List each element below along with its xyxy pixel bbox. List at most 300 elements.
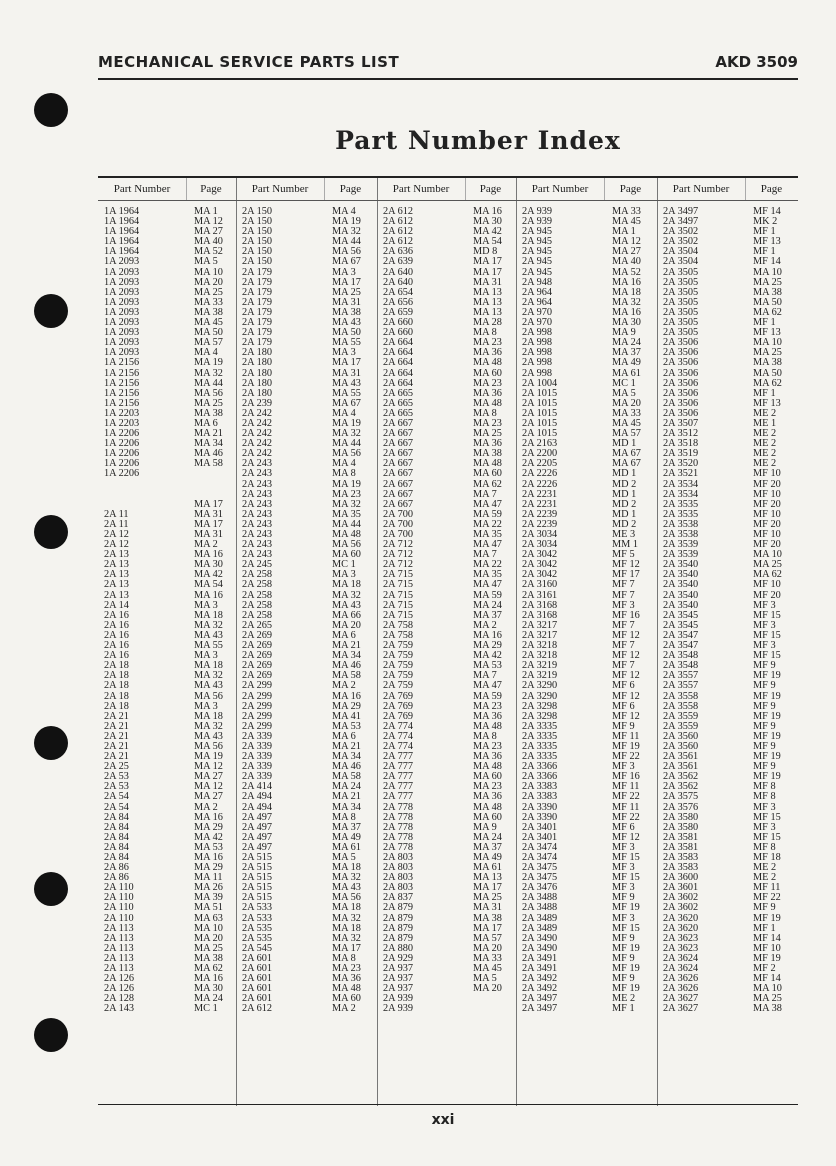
part-number-cell: 2A 667 (383, 498, 414, 510)
part-number-cell: 2A 3034 (522, 529, 558, 540)
part-number-cell: 2A 3623 (663, 942, 699, 954)
part-number-cell: 2A 1015 (522, 417, 558, 429)
part-number-cell: 2A 3042 (522, 549, 558, 561)
part-number-cell: 2A 3561 (663, 761, 699, 773)
part-number-cell: 2A 3401 (522, 821, 558, 833)
page-cell: MA 60 (332, 549, 361, 561)
part-number-cell: 2A 113 (104, 922, 134, 934)
page-cell: MA 38 (753, 1003, 782, 1015)
page-cell: MA 49 (332, 831, 361, 843)
page-cell: MA 44 (332, 518, 361, 530)
part-number-cell: 2A 3492 (522, 973, 558, 985)
binder-hole-6 (34, 1018, 68, 1052)
page-cell: MA 20 (194, 932, 223, 944)
part-number-cell: 2A 3502 (663, 236, 699, 248)
page-cell: MF 9 (612, 720, 635, 732)
page-cell: MA 66 (332, 609, 361, 621)
part-number-cell: 1A 2093 (104, 317, 140, 329)
page-cell: ME 2 (753, 872, 777, 884)
part-number-cell: 2A 998 (522, 337, 553, 349)
page-cell: MF 3 (753, 599, 776, 611)
page-cell: MA 47 (473, 498, 502, 510)
page-cell: MA 13 (473, 872, 502, 884)
part-number-cell: 1A 2093 (104, 306, 140, 318)
part-number-cell: 2A 664 (383, 347, 414, 359)
part-number-cell: 2A 515 (242, 892, 273, 904)
page-cell: MA 6 (332, 629, 356, 641)
part-number-cell: 2A 937 (383, 983, 414, 995)
page-cell: MA 43 (194, 730, 223, 742)
part-number-cell: 2A 126 (104, 973, 135, 985)
page-cell: MA 67 (332, 256, 361, 268)
page-cell: MK 2 (753, 216, 778, 228)
page-cell: MA 31 (332, 296, 361, 308)
part-number-cell: 2A 601 (242, 993, 273, 1005)
part-number-cell: 2A 759 (383, 640, 414, 652)
part-number-cell: 2A 179 (242, 306, 273, 318)
part-number-cell: 2A 243 (242, 508, 273, 520)
part-number-cell: 2A 3539 (663, 549, 699, 561)
part-number-cell: 2A 269 (242, 640, 273, 652)
page-cell: MA 16 (332, 690, 361, 702)
part-number-cell: 2A 497 (242, 811, 273, 823)
part-number-cell: 2A 299 (242, 700, 273, 712)
part-number-cell: 2A 110 (104, 882, 134, 894)
part-number-cell: 2A 3366 (522, 771, 558, 783)
part-number-cell: 2A 3506 (663, 397, 699, 409)
part-number-cell: 2A 1015 (522, 428, 558, 440)
page-cell: MA 29 (194, 862, 223, 874)
part-number-cell: 1A 2206 (104, 468, 140, 480)
page-cell: MA 6 (194, 417, 218, 429)
part-number-cell: 1A 2093 (104, 337, 140, 349)
part-number-cell: 2A 180 (242, 377, 273, 389)
page-cell: MA 23 (473, 377, 502, 389)
page-cell: MA 8 (332, 952, 356, 964)
page-cell: MA 43 (332, 882, 361, 894)
page-cell: MF 22 (612, 811, 640, 823)
page-cell: MA 48 (473, 357, 502, 369)
part-number-cell: 2A 1015 (522, 387, 558, 399)
page-cell: MD 1 (612, 468, 637, 480)
page-cell: MF 19 (612, 740, 640, 752)
page-cell: MF 9 (612, 932, 635, 944)
part-number-cell: 2A 54 (104, 791, 129, 803)
part-number-column (663, 207, 698, 1015)
part-number-cell: 2A 880 (383, 942, 414, 954)
page-cell: MA 10 (753, 983, 782, 995)
page-cell: MA 55 (194, 640, 223, 652)
page-cell: MA 23 (473, 337, 502, 349)
part-number-cell: 2A 113 (104, 932, 134, 944)
page-cell: MA 55 (332, 337, 361, 349)
part-number-cell: 2A 715 (383, 579, 414, 591)
part-number-cell: 2A 964 (522, 286, 553, 298)
part-number-cell: 2A 3335 (522, 740, 558, 752)
part-number-cell: 2A 494 (242, 791, 273, 803)
part-number-cell: 2A 150 (242, 226, 273, 238)
part-number-cell: 2A 3602 (663, 902, 699, 914)
page-cell: MA 36 (473, 347, 502, 359)
page-column (194, 207, 223, 1015)
part-number-cell: 2A 667 (383, 448, 414, 460)
page-cell: MF 16 (612, 771, 640, 783)
page-cell: MA 47 (473, 539, 502, 551)
part-number-cell: 2A 3520 (663, 458, 699, 470)
page-cell: MA 48 (473, 397, 502, 409)
part-number-cell: 2A 939 (383, 1003, 414, 1015)
page-cell: MF 9 (753, 740, 776, 752)
page-cell: MF 10 (753, 529, 781, 540)
page-cell: MF 19 (753, 952, 781, 964)
part-number-cell: 2A 778 (383, 801, 414, 813)
part-number-cell: 2A 3540 (663, 599, 699, 611)
page-column (753, 207, 782, 1015)
page-cell: MF 22 (612, 791, 640, 803)
page-cell: MA 2 (473, 619, 497, 631)
part-number-cell: 2A 16 (104, 609, 129, 621)
page-cell: MA 12 (612, 236, 641, 248)
page-cell: MA 43 (332, 377, 361, 389)
part-number-cell: 2A 3506 (663, 407, 699, 419)
part-number-cell: 2A 3218 (522, 650, 558, 662)
page-cell: MF 3 (753, 640, 776, 652)
part-number-cell: 2A 758 (383, 619, 414, 631)
page-cell: MA 32 (194, 367, 223, 379)
part-number-cell: 2A 242 (242, 448, 273, 460)
part-number-cell: 2A 242 (242, 417, 273, 429)
part-number-cell: 2A 939 (383, 993, 414, 1005)
page-cell: MA 42 (194, 569, 223, 581)
part-number-cell: 2A 3506 (663, 357, 699, 369)
page-cell: MA 25 (473, 892, 502, 904)
part-number-cell: 2A 515 (242, 862, 273, 874)
page-cell: MA 19 (332, 417, 361, 429)
part-number-cell: 2A 258 (242, 589, 273, 601)
page-cell: MA 10 (753, 549, 782, 561)
page-cell: MF 20 (753, 518, 781, 530)
page-cell: MD 1 (612, 438, 637, 450)
page-cell: MA 45 (194, 317, 223, 329)
page-cell: MA 58 (332, 771, 361, 783)
page-cell: MA 31 (473, 902, 502, 914)
part-number-cell: 2A 113 (104, 952, 134, 964)
page-cell: MF 19 (753, 771, 781, 783)
page-cell: MA 44 (332, 236, 361, 248)
part-number-cell: 2A 700 (383, 508, 414, 520)
part-number-cell: 2A 243 (242, 488, 273, 500)
part-number-cell: 2A 2205 (522, 458, 558, 470)
part-number-cell: 2A 3506 (663, 347, 699, 359)
part-number-cell: 2A 84 (104, 821, 129, 833)
page-cell: MA 30 (473, 216, 502, 228)
page-cell: MA 13 (473, 296, 502, 308)
page-cell: MF 13 (753, 236, 781, 248)
page-cell: MA 29 (473, 640, 502, 652)
part-number-cell: 2A 664 (383, 357, 414, 369)
page-cell (473, 1004, 502, 1014)
page-cell: MF 15 (612, 922, 640, 934)
page-cell: MA 2 (332, 1003, 356, 1015)
page-cell: MA 67 (612, 448, 641, 460)
part-number-cell: 2A 964 (522, 296, 553, 308)
part-number-cell: 2A 3488 (522, 892, 558, 904)
page-cell: MF 14 (753, 932, 781, 944)
page-cell: MA 32 (332, 872, 361, 884)
page-cell: MA 58 (332, 670, 361, 682)
page-cell: MF 17 (612, 569, 640, 581)
part-number-cell: 2A 179 (242, 286, 273, 298)
page-cell: MA 27 (612, 246, 641, 258)
page-cell: MF 13 (753, 327, 781, 339)
part-number-cell: 2A 1004 (522, 377, 558, 389)
page-cell: MA 24 (194, 993, 223, 1005)
page-cell: MA 38 (194, 952, 223, 964)
part-number-cell: 2A 3168 (522, 599, 558, 611)
page-cell: MA 27 (194, 771, 223, 783)
page-cell: MA 55 (332, 387, 361, 399)
part-number-cell: 2A 759 (383, 670, 414, 682)
part-number-cell: 2A 179 (242, 337, 273, 349)
part-number-cell: 2A 3504 (663, 246, 699, 258)
part-number-cell: 2A 3476 (522, 882, 558, 894)
page-cell: MA 27 (194, 226, 223, 238)
page-cell: MF 1 (753, 246, 776, 258)
page-column (612, 207, 641, 1015)
page-header: Page (339, 183, 362, 195)
page-cell: MF 11 (612, 730, 640, 742)
page-cell: MA 17 (194, 498, 223, 510)
part-number-cell: 2A 179 (242, 317, 273, 329)
part-number-cell: 1A 2156 (104, 357, 140, 369)
page-cell: MA 25 (194, 286, 223, 298)
page-cell: MA 12 (194, 761, 223, 773)
page-cell: MA 8 (332, 811, 356, 823)
part-number-cell: 2A 601 (242, 952, 273, 964)
part-number-cell: 1A 2156 (104, 397, 140, 409)
part-number-cell: 2A 639 (383, 256, 414, 268)
page-cell: MA 24 (473, 599, 502, 611)
part-number-cell: 2A 339 (242, 740, 273, 752)
part-number-cell: 2A 3042 (522, 559, 558, 571)
page-cell: MA 43 (332, 317, 361, 329)
page-cell: MA 25 (473, 428, 502, 440)
page-cell: MA 21 (332, 791, 361, 803)
part-number-cell: 2A 3290 (522, 680, 558, 692)
page-cell: MA 1 (194, 206, 218, 217)
part-number-cell: 2A 13 (104, 589, 129, 601)
page-cell: MA 6 (332, 730, 356, 742)
page-cell: MA 62 (194, 963, 223, 975)
part-number-cell: 2A 3298 (522, 700, 558, 712)
part-number-cell: 2A 640 (383, 266, 414, 278)
page-cell: MF 14 (753, 206, 781, 217)
part-number-cell: 2A 777 (383, 781, 414, 793)
page-cell: MF 18 (753, 852, 781, 863)
part-number-cell: 2A 258 (242, 579, 273, 591)
page-cell: MA 37 (473, 841, 502, 853)
page-cell: MF 19 (753, 912, 781, 924)
part-number-cell: 2A 497 (242, 841, 273, 853)
page-cell: MF 9 (753, 680, 776, 692)
part-number-cell: 2A 243 (242, 549, 273, 561)
part-number-cell: 2A 179 (242, 266, 273, 278)
page-cell: MA 13 (473, 286, 502, 298)
page-cell: MD 2 (612, 478, 637, 490)
page-cell: MF 10 (753, 579, 781, 591)
part-number-cell: 2A 14 (104, 599, 129, 611)
page-cell: MF 7 (612, 640, 635, 652)
page-cell: MA 36 (473, 751, 502, 763)
page-cell: MF 22 (753, 892, 781, 904)
part-number-cell: 2A 339 (242, 761, 273, 773)
part-number-cell: 2A 535 (242, 922, 273, 934)
part-number-cell: 2A 3583 (663, 852, 699, 863)
page-cell: MA 4 (332, 407, 356, 419)
part-number-cell: 2A 803 (383, 852, 414, 863)
part-number-cell: 2A 3576 (663, 801, 699, 813)
part-number-cell: 2A 494 (242, 801, 273, 813)
page-cell: MA 49 (473, 852, 502, 863)
page-cell: MF 12 (612, 559, 640, 571)
page-cell: MA 9 (612, 327, 636, 339)
page-cell: MA 53 (473, 660, 502, 672)
page-header: Page (200, 183, 222, 195)
page-cell: MA 33 (473, 952, 502, 964)
part-number-column (242, 207, 272, 1015)
part-number-cell: 1A 2156 (104, 377, 140, 389)
part-number-cell: 2A 945 (522, 236, 553, 248)
page-cell: MF 9 (612, 892, 635, 904)
page-cell: MF 20 (753, 498, 781, 510)
part-number-cell: 2A 998 (522, 367, 553, 379)
part-number-cell: 2A 21 (104, 710, 129, 722)
page-cell: ME 2 (753, 458, 777, 470)
part-number-cell: 2A 3390 (522, 811, 558, 823)
page-header: Page (760, 183, 783, 195)
part-number-cell: 2A 667 (383, 458, 414, 470)
part-number-cell: 2A 3335 (522, 751, 558, 763)
page-cell: MA 42 (473, 650, 502, 662)
page-cell: MA 48 (473, 458, 502, 470)
page-cell: MA 43 (332, 599, 361, 611)
part-number-cell: 2A 3490 (522, 932, 558, 944)
part-number-cell: 2A 774 (383, 740, 414, 752)
part-number-cell (104, 490, 139, 500)
page-cell: MA 46 (332, 660, 361, 672)
page-cell: MD 1 (612, 488, 637, 500)
page-cell: MA 50 (194, 327, 223, 339)
page-cell: MF 9 (612, 973, 635, 985)
page-cell (194, 480, 223, 490)
page-cell: MA 25 (332, 286, 361, 298)
part-number-cell: 2A 3491 (522, 952, 558, 964)
part-number-cell: 2A 3545 (663, 619, 699, 631)
page-cell: MA 32 (332, 912, 361, 924)
page-cell: MA 16 (194, 852, 223, 863)
part-number-cell: 2A 664 (383, 377, 414, 389)
page-cell: MA 17 (473, 922, 502, 934)
column-group-divider (377, 178, 378, 1106)
part-number-cell: 2A 3557 (663, 680, 699, 692)
page-cell: MC 1 (194, 1003, 218, 1015)
part-number-cell: 2A 86 (104, 862, 129, 874)
page-cell: MF 12 (612, 650, 640, 662)
page-cell: MA 56 (332, 246, 361, 258)
page-cell: MA 23 (332, 488, 361, 500)
part-number-cell: 2A 660 (383, 317, 414, 329)
part-number-cell: 2A 3580 (663, 811, 699, 823)
part-number-header: Part Number (392, 183, 450, 195)
part-number-cell: 2A 715 (383, 599, 414, 611)
part-number-cell: 2A 3218 (522, 640, 558, 652)
page-cell: MA 45 (612, 417, 641, 429)
page-cell: MF 6 (612, 821, 635, 833)
part-number-cell: 2A 1015 (522, 397, 558, 409)
page-cell: MF 6 (612, 680, 635, 692)
page-title: Part Number Index (335, 126, 621, 155)
page-cell: MA 10 (194, 266, 223, 278)
part-number-cell: 2A 3620 (663, 912, 699, 924)
part-number-cell: 2A 667 (383, 428, 414, 440)
page-cell: MA 48 (332, 529, 361, 540)
part-number-header: Part Number (531, 183, 589, 195)
page-cell: MA 23 (473, 781, 502, 793)
part-number-cell: 1A 1964 (104, 236, 140, 248)
part-number-cell: 2A 769 (383, 710, 414, 722)
part-number-cell: 2A 269 (242, 660, 273, 672)
page-cell: MF 12 (612, 831, 640, 843)
page-cell: MA 50 (332, 327, 361, 339)
page-cell: MA 56 (194, 740, 223, 752)
part-number-cell: 2A 3557 (663, 670, 699, 682)
part-number-cell: 2A 601 (242, 973, 273, 985)
page-cell: MC 1 (332, 559, 356, 571)
page-cell: ME 3 (612, 529, 636, 540)
part-number-cell: 2A 998 (522, 327, 553, 339)
part-number-cell: 2A 242 (242, 438, 273, 450)
part-number-cell: 2A 180 (242, 367, 273, 379)
page-cell: MA 3 (332, 266, 356, 278)
part-number-cell: 2A 879 (383, 902, 414, 914)
page-cell: MA 3 (332, 569, 356, 581)
part-number-cell: 2A 3505 (663, 327, 699, 339)
part-number-cell: 2A 3624 (663, 963, 699, 975)
part-number-cell: 1A 2203 (104, 417, 140, 429)
page-cell: MA 12 (194, 781, 223, 793)
page-cell: MF 3 (612, 599, 635, 611)
page-cell: MF 15 (753, 609, 781, 621)
page-cell: MF 1 (753, 317, 776, 329)
page-cell: MF 19 (612, 942, 640, 954)
part-number-cell: 2A 3540 (663, 589, 699, 601)
page-cell: MA 60 (473, 811, 502, 823)
part-number-cell: 2A 299 (242, 710, 273, 722)
part-number-cell: 2A 3623 (663, 932, 699, 944)
part-number-cell: 2A 3366 (522, 761, 558, 773)
page-cell: MA 2 (332, 680, 356, 692)
page-cell: MA 29 (194, 821, 223, 833)
part-number-cell: 2A 243 (242, 498, 273, 510)
page-cell: MA 35 (473, 529, 502, 540)
part-number-cell: 2A 3535 (663, 508, 699, 520)
part-number-cell: 2A 659 (383, 306, 414, 318)
part-number-header: Part Number (672, 183, 730, 195)
page-cell: MA 2 (194, 801, 218, 813)
part-number-cell: 2A 11 (104, 518, 129, 530)
page-cell: MA 56 (332, 892, 361, 904)
part-number-cell: 2A 258 (242, 609, 273, 621)
